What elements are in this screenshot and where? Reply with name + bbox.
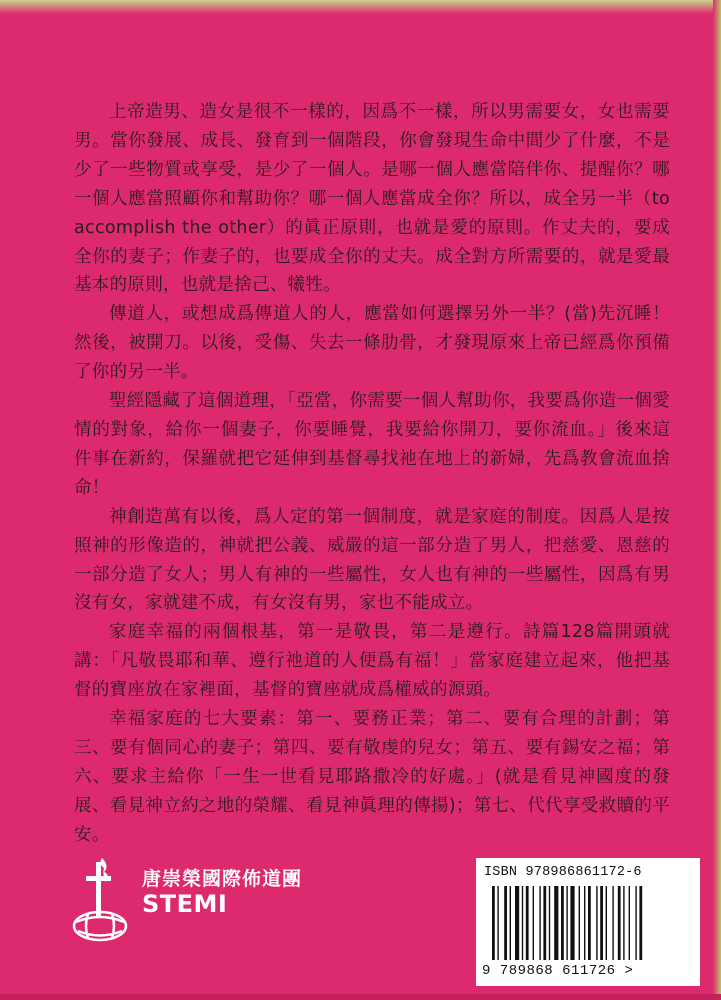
paragraph-2: 傳道人，或想成爲傳道人的人，應當如何選擇另外一半？(當)先沉睡！然後，被開刀。以後，受傷、失去一條肋骨，才發現原來上帝已經爲你預備了你的另一半。 — [74, 304, 670, 383]
cover-bottom-edge — [0, 994, 721, 1000]
paragraph-3: 聖經隱藏了這個道理，「亞當，你需要一個人幫助你，我要爲你造一個愛情的對象，給你一個妻子，你要睡覺，我要給你開刀，要你流血。」後來這件事在新約，保羅就把它延伸到基督尋找祂在地上的新婦，先爲教會流血捨命！ — [74, 391, 670, 498]
cover-top-edge — [0, 0, 721, 14]
cover-right-edge — [713, 0, 721, 1000]
globe-cross-icon — [66, 852, 138, 952]
paragraph-5: 家庭幸福的兩個根基，第一是敬畏，第二是遵行。詩篇128篇開頭就講：「凡敬畏耶和華、遵行祂道的人便爲有福！」當家庭建立起來，他把基督的寶座放在家裡面，基督的寶座就成爲權威的源頭。 — [74, 622, 670, 701]
isbn-barcode-panel — [476, 858, 700, 986]
back-cover-text — [74, 98, 670, 850]
barcode-digits: 9 789868 611726 > — [482, 963, 634, 979]
isbn-label: ISBN 978986861172-6 — [484, 865, 642, 880]
paragraph-1: 上帝造男、造女是很不一樣的，因爲不一樣，所以男需要女，女也需要男。當你發展、成長、發育到一個階段，你會發現生命中間少了什麼，不是少了一些物質或享受，是少了一個人。是哪一個人應當陪伴你、提醒你？哪一個人應當照顧你和幫助你？哪一個人應當成全你？所以，成全另一半（to accomplish the other）的眞正原則，也就是愛的原則。作丈夫的，要成全你的妻子；作妻子的，也要成全你的丈夫。成全對方所需要的，就是愛最基本的原則，也就是捨己、犧牲。 — [74, 102, 670, 296]
publisher-abbreviation: STEMI — [142, 890, 228, 918]
paragraph-6: 幸福家庭的七大要素：第一、要務正業；第二、要有合理的計劃；第三、要有個同心的妻子；第四、要有敬虔的兒女；第五、要有錫安之福；第六、要求主給你「一生一世看見耶路撒冷的好處。」(就是看見神國度的發展、看見神立約之地的榮耀、看見神眞理的傳揚)；第七、代代享受救贖的平安。 — [74, 709, 670, 845]
publisher-logo — [66, 852, 426, 952]
publisher-name: 唐崇榮國際佈道團 — [142, 868, 303, 890]
barcode-graphic — [488, 886, 688, 964]
paragraph-4: 神創造萬有以後，爲人定的第一個制度，就是家庭的制度。因爲人是按照神的形像造的，神就把公義、威嚴的這一部分造了男人，把慈愛、恩慈的一部分造了女人；男人有神的一些屬性，女人也有神的一些屬性，因爲有男沒有女，家就建不成，有女沒有男，家也不能成立。 — [74, 506, 670, 614]
